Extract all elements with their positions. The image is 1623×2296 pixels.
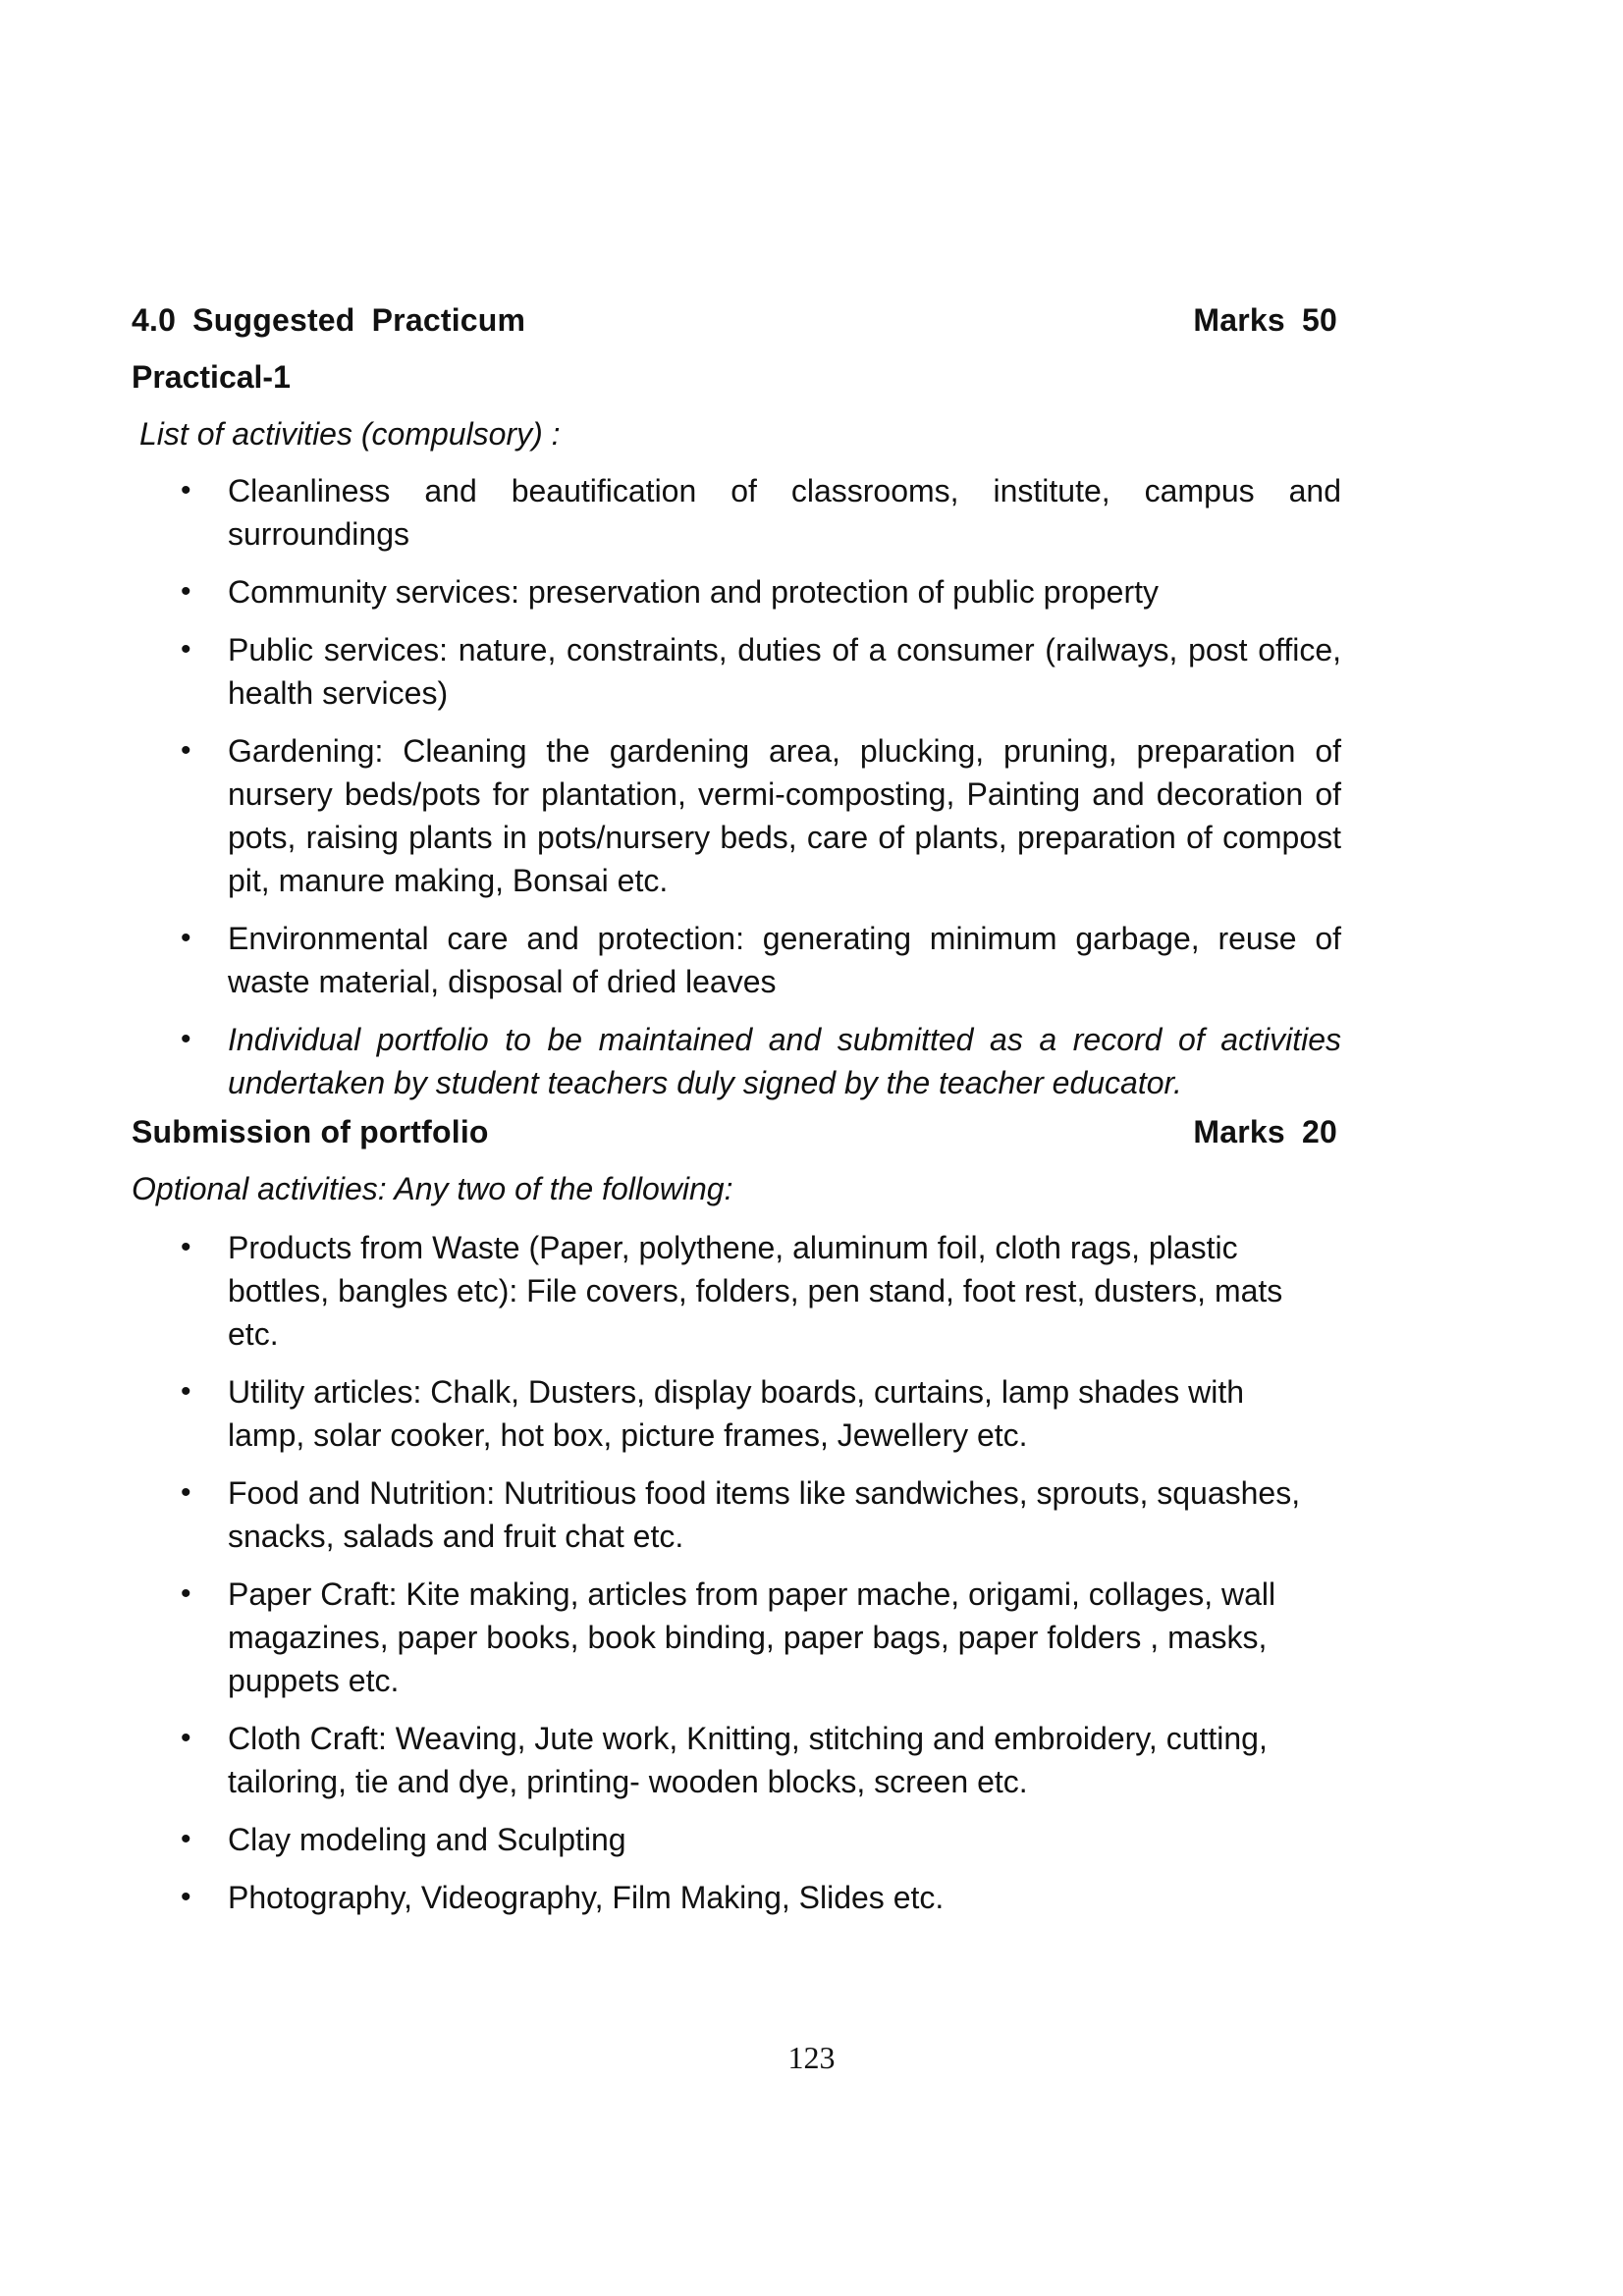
list-item: • Environmental care and protection: generating minimum garbage, reuse of waste material, disposal of dried leaves — [132, 917, 1341, 1003]
bullet-icon: • — [181, 1823, 191, 1855]
bullet-icon: • — [181, 575, 191, 608]
bullet-icon: • — [181, 1023, 191, 1055]
list-item: • Paper Craft: Kite making, articles from paper mache, origami, collages, wall magazines, paper books, book binding, paper bags, paper folders , masks, puppets etc. — [132, 1573, 1320, 1702]
list-item: • Utility articles: Chalk, Dusters, display boards, curtains, lamp shades with lamp, solar cooker, hot box, picture frames, Jewellery etc. — [132, 1370, 1320, 1457]
submission-header — [132, 1114, 1337, 1150]
optional-list-heading: Optional activities: Any two of the following: — [132, 1171, 733, 1206]
list-item: • Photography, Videography, Film Making, Slides etc. — [132, 1876, 1320, 1919]
list-item: • Cloth Craft: Weaving, Jute work, Knitting, stitching and embroidery, cutting, tailoring, tie and dye, printing- wooden blocks, screen etc. — [132, 1717, 1320, 1803]
bullet-icon: • — [181, 1577, 191, 1610]
compulsory-activities-list — [132, 469, 1341, 1119]
compulsory-list-heading: List of activities (compulsory) : — [139, 416, 561, 452]
bullet-icon: • — [181, 1231, 191, 1263]
section-marks: Marks 50 — [1193, 302, 1337, 338]
submission-title: Submission of portfolio — [132, 1114, 489, 1149]
list-item: • Public services: nature, constraints, duties of a consumer (railways, post office, health services) — [132, 628, 1341, 715]
bullet-icon: • — [181, 1476, 191, 1509]
section-header — [132, 302, 1337, 339]
submission-marks: Marks 20 — [1193, 1114, 1337, 1149]
bullet-icon: • — [181, 1375, 191, 1408]
bullet-icon: • — [181, 1881, 191, 1913]
section-title: 4.0 Suggested Practicum — [132, 302, 526, 338]
optional-activities-list — [132, 1226, 1320, 1934]
list-item: • Clay modeling and Sculpting — [132, 1818, 1320, 1861]
bullet-icon: • — [181, 922, 191, 954]
bullet-icon: • — [181, 633, 191, 666]
bullet-icon: • — [181, 474, 191, 507]
bullet-icon: • — [181, 734, 191, 767]
bullet-icon: • — [181, 1722, 191, 1754]
list-item: • Cleanliness and beautification of classrooms, institute, campus and surroundings — [132, 469, 1341, 556]
list-item: • Community services: preservation and protection of public property — [132, 570, 1341, 614]
page-number: 123 — [787, 2040, 836, 2075]
list-item: • Gardening: Cleaning the gardening area, plucking, pruning, preparation of nursery beds/pots for plantation, vermi-composting, Painting and decoration of pots, raising plants in pots/nursery beds, care of plants, preparation of compost pit, manure making, Bonsai etc. — [132, 729, 1341, 902]
list-item: • Food and Nutrition: Nutritious food items like sandwiches, sprouts, squashes, snacks, salads and fruit chat etc. — [132, 1471, 1320, 1558]
list-item: • Products from Waste (Paper, polythene, aluminum foil, cloth rags, plastic bottles, bangles etc): File covers, folders, pen stand, foot rest, dusters, mats etc. — [132, 1226, 1320, 1356]
list-item: • Individual portfolio to be maintained and submitted as a record of activities undertaken by student teachers duly signed by the teacher educator. — [132, 1018, 1341, 1104]
practical-title: Practical-1 — [132, 359, 291, 395]
